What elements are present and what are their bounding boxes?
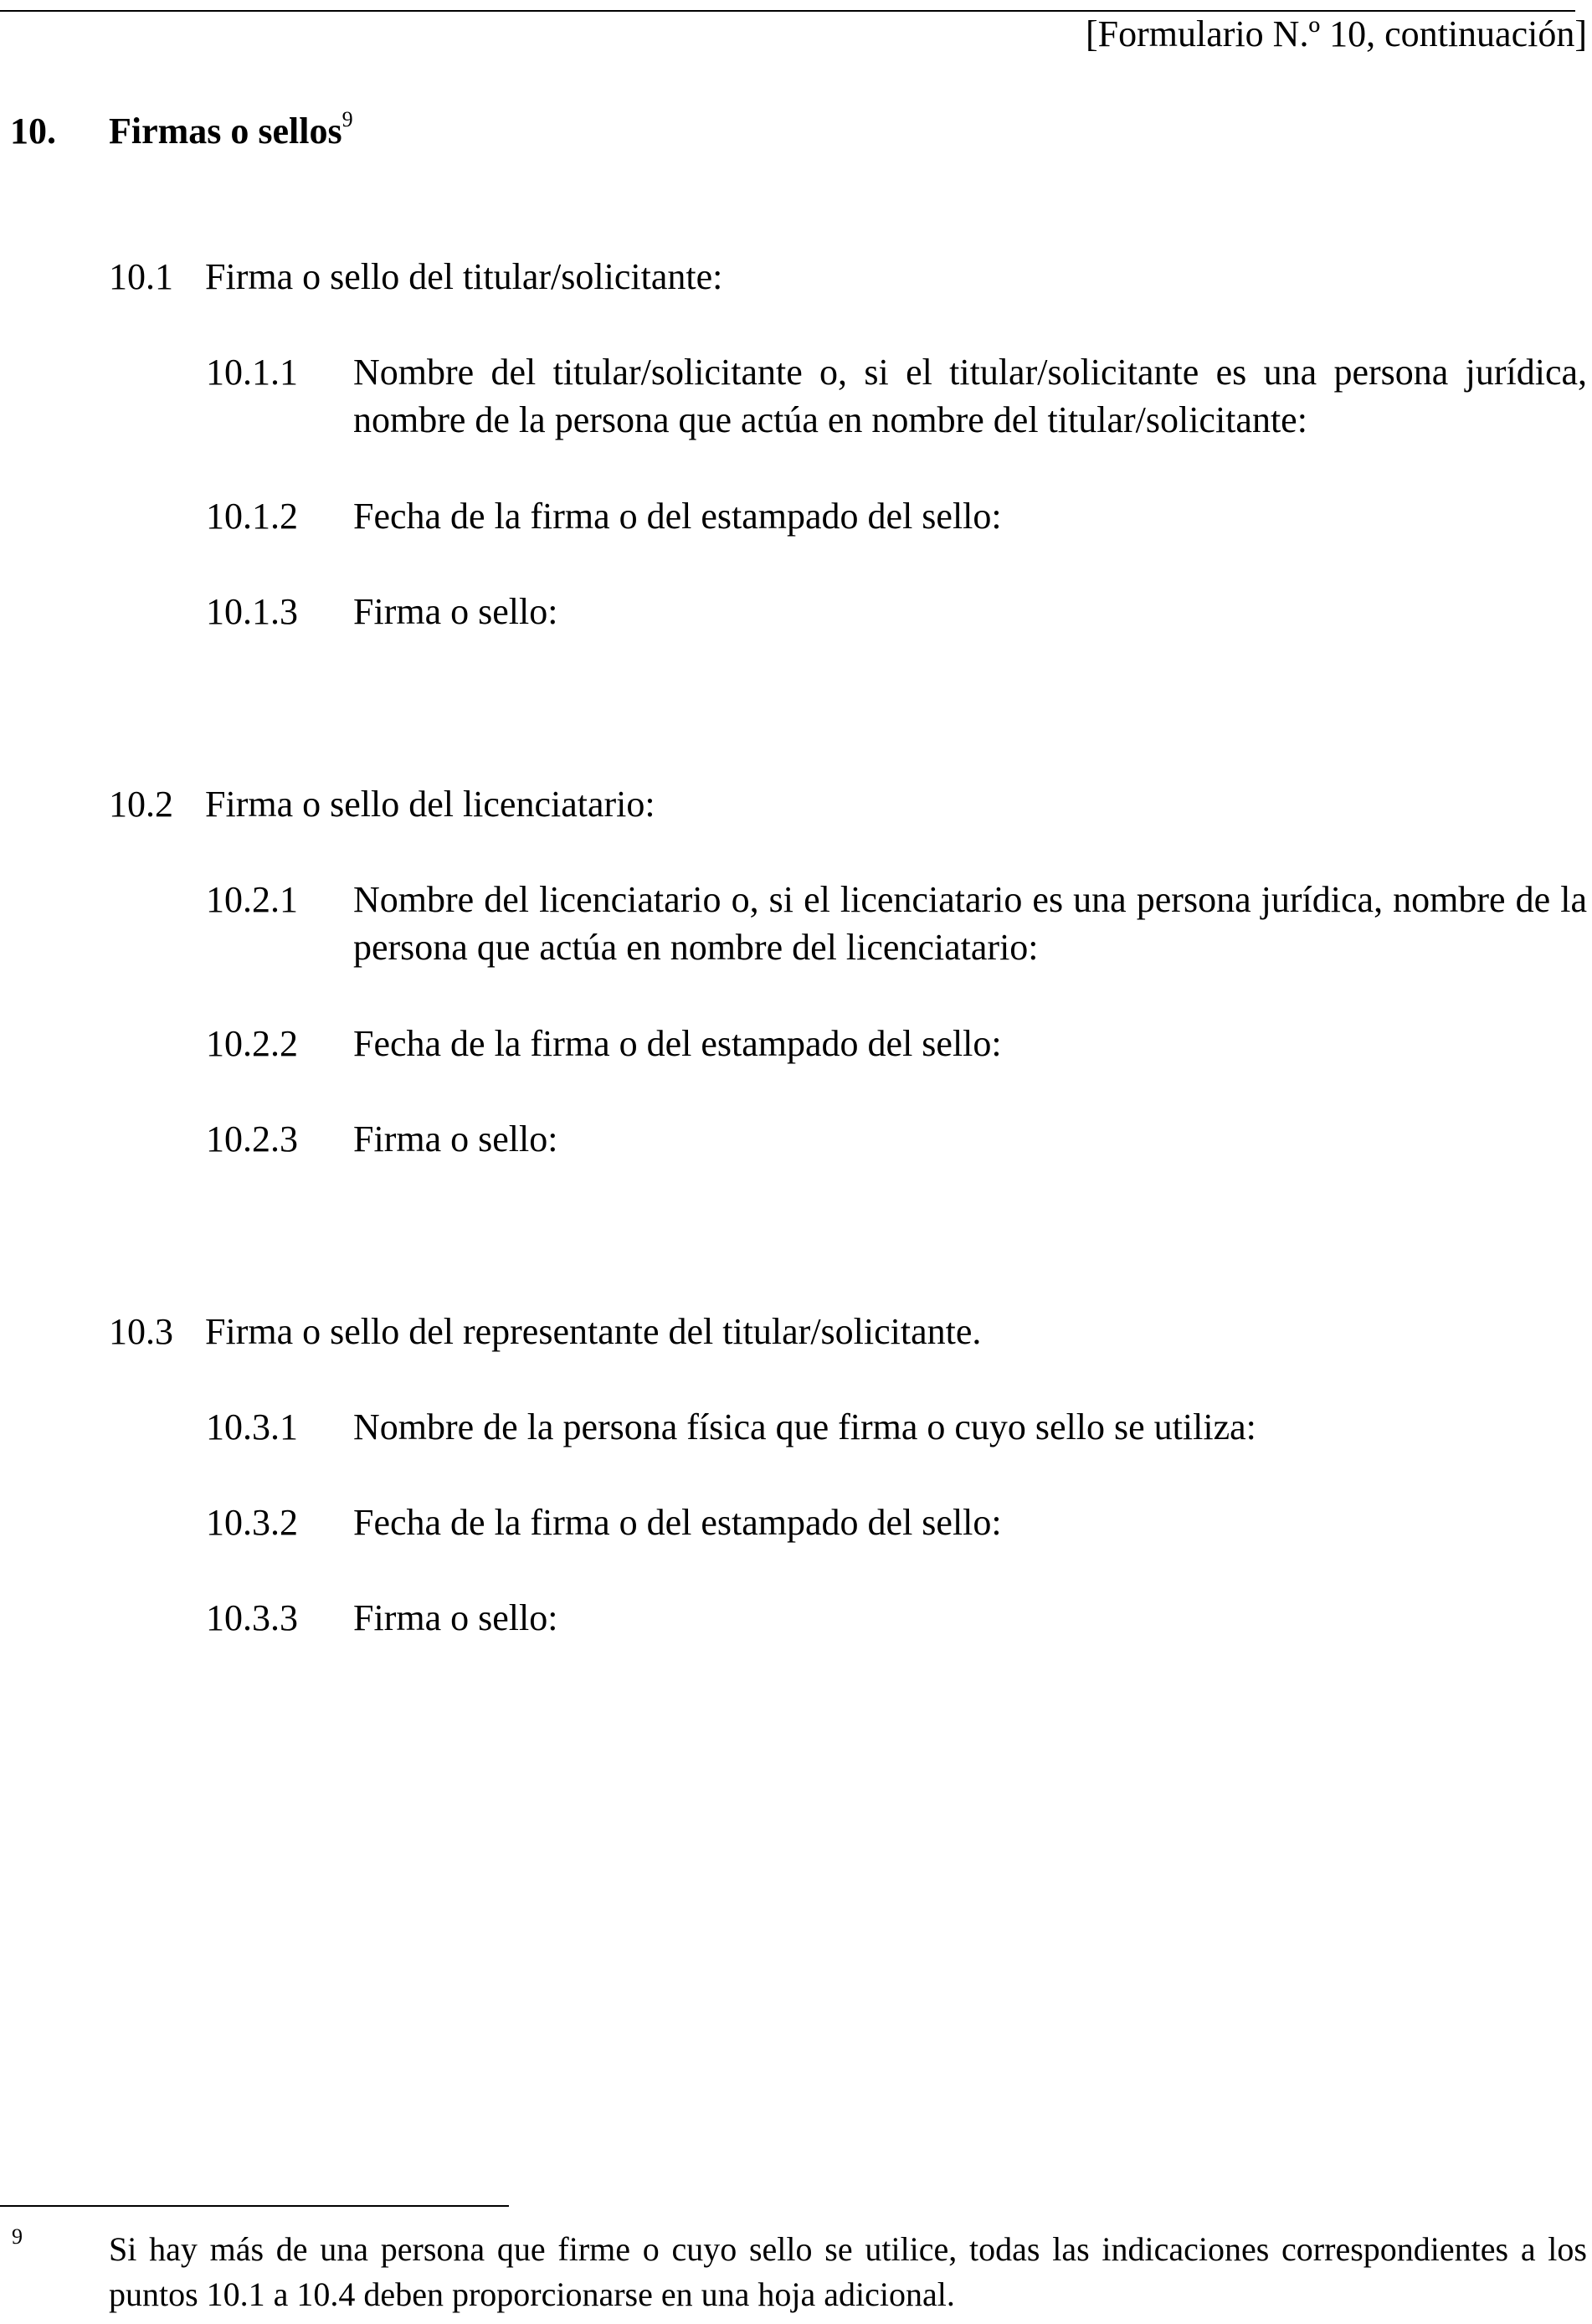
item-text: Nombre de la persona física que firma o cuyo sello se utiliza: [353,1406,1256,1447]
subsection-10-3 [109,1308,981,1355]
item-text: Fecha de la firma o del estampado del sello: [353,496,1002,537]
subsection-number: 10.1 [109,256,173,297]
item-text: Nombre del licenciatario o, si el licenciatario es una persona jurídica, nombre de la persona que actúa en nombre del licenciatario: [353,879,1587,969]
footnote-separator [0,2205,509,2207]
item-number: 10.2.3 [206,1118,298,1159]
item-10-2-1 [206,876,1587,971]
subsection-10-1 [109,253,722,301]
item-10-1-1 [206,348,1587,444]
item-number: 10.1.1 [206,352,298,393]
subsection-title: Firma o sello del representante del titular/solicitante. [205,1311,982,1352]
section-number: 10. [10,111,56,152]
item-number: 10.3.3 [206,1597,298,1638]
item-number: 10.1.3 [206,591,298,632]
item-10-1-2 [206,492,1587,540]
subsection-number: 10.2 [109,784,173,825]
footnote-mark: 9 [12,2224,23,2249]
item-10-3-2 [206,1499,1587,1546]
item-text: Firma o sello: [353,591,558,632]
item-10-2-3 [206,1115,1587,1163]
section-title: Firmas o sellos [109,111,342,152]
item-number: 10.3.1 [206,1406,298,1447]
item-number: 10.1.2 [206,496,298,537]
section-heading [10,107,353,155]
item-10-1-3 [206,588,1587,635]
subsection-10-2 [109,780,655,828]
subsection-number: 10.3 [109,1311,173,1352]
subsection-title: Firma o sello del titular/solicitante: [205,256,723,297]
form-reference: [Formulario N.º 10, continuación] [1086,13,1587,54]
item-text: Firma o sello: [353,1118,558,1159]
item-10-2-2 [206,1020,1587,1067]
footnote-text: Si hay más de una persona que firme o cuyo sello se utilice, todas las indicaciones correspondientes a los puntos 10.1 a 10.4 deben proporcionarse en una hoja adicional. [109,2230,1587,2313]
item-text: Fecha de la firma o del estampado del sello: [353,1023,1002,1064]
item-text: Fecha de la firma o del estampado del sello: [353,1502,1002,1543]
item-number: 10.2.2 [206,1023,298,1064]
item-10-3-1 [206,1403,1587,1451]
item-text: Nombre del titular/solicitante o, si el titular/solicitante es una persona jurídica, nombre de la persona que actúa en nombre del titular/solicitante: [353,352,1587,441]
item-text: Firma o sello: [353,1597,558,1638]
item-number: 10.3.2 [206,1502,298,1543]
item-10-3-3 [206,1594,1587,1642]
footnote [12,2224,1587,2317]
subsection-title: Firma o sello del licenciatario: [205,784,655,825]
item-number: 10.2.1 [206,879,298,920]
footnote-reference: 9 [342,107,353,131]
